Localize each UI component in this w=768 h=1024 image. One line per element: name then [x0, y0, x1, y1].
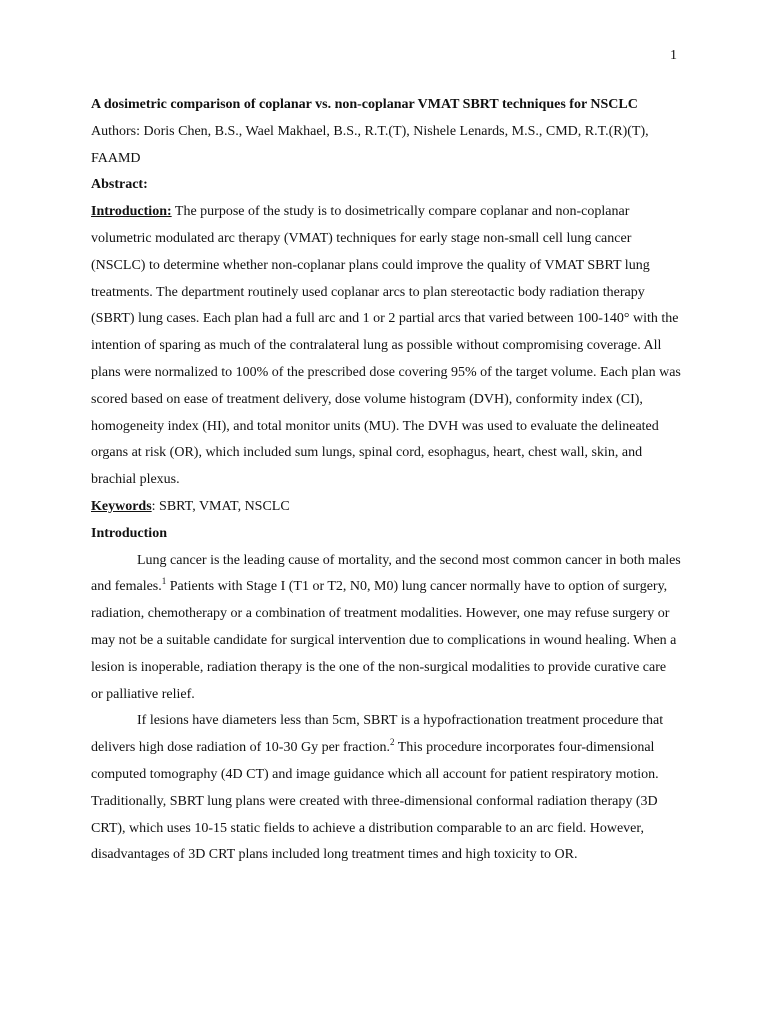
introduction-heading: Introduction — [91, 525, 167, 541]
para1-text-a: Lung cancer is the leading cause of mortality, and the second most common cancer in both males and females. — [91, 552, 681, 595]
document-body — [91, 92, 681, 869]
para2-text-a: If lesions have diameters less than 5cm, SBRT is a hypofractionation treatment procedure that delivers high dose radiation of 10-30 Gy per fraction. — [91, 713, 664, 756]
introduction-paragraph-1 — [91, 548, 681, 709]
keywords-label: Keywords — [91, 498, 152, 514]
abstract-intro-label: Introduction: — [91, 204, 172, 220]
para2-text-b: This procedure incorporates four-dimensional computed tomography (4D CT) and image guidance which all account for patient respiratory motion. Traditionally, SBRT lung plans were created with three-dimensional conformal radiation therapy (3D CRT), which uses 10-15 static fields to achieve a distribution comparable to an arc field. However, disadvantages of 3D CRT plans included long treatment times and high toxicity to OR. — [91, 740, 659, 863]
abstract-introduction — [91, 199, 681, 494]
page-number: 1 — [670, 48, 677, 63]
paper-title: A dosimetric comparison of coplanar vs. non-coplanar VMAT SBRT techniques for NSCLC — [91, 97, 638, 112]
keywords-text: : SBRT, VMAT, NSCLC — [151, 498, 290, 514]
keywords-line — [91, 494, 681, 521]
introduction-paragraph-2 — [91, 708, 681, 869]
abstract-heading: Abstract: — [91, 177, 148, 193]
abstract-intro-text: The purpose of the study is to dosimetrically compare coplanar and non-coplanar volumetric modulated arc therapy (VMAT) techniques for early stage non-small cell lung cancer (NSCLC) to determine whether non-coplanar plans could improve the quality of VMAT SBRT lung treatments. The department routinely used coplanar arcs to plan stereotactic body radiation therapy (SBRT) lung cases. Each plan had a full arc and 1 or 2 partial arcs that varied between 100-140° with the intention of sparing as much of the contralateral lung as possible without compromising coverage. All plans were normalized to 100% of the prescribed dose covering 95% of the target volume. Each plan was scored based on ease of treatment delivery, dose volume histogram (DVH), conformity index (CI), homogeneity index (HI), and total monitor units (MU). The DVH was used to evaluate the delineated organs at risk (OR), which included sum lungs, spinal cord, esophagus, heart, chest wall, skin, and brachial plexus. — [91, 204, 681, 488]
reference-1: 1 — [161, 576, 167, 587]
para1-text-b: Patients with Stage I (T1 or T2, N0, M0) lung cancer normally have to option of surgery, radiation, chemotherapy or a combination of treatment modalities. However, one may refuse surgery or may not be a suitable candidate for surgical intervention due to complications in wound healing. When a lesion is inoperable, radiation therapy is the one of the non-surgical modalities to provide curative care or palliative relief. — [91, 579, 677, 702]
author-list: Authors: Doris Chen, B.S., Wael Makhael, B.S., R.T.(T), Nishele Lenards, M.S., CMD, R.T.(R)(T), FAAMD — [91, 123, 649, 166]
reference-2: 2 — [389, 737, 395, 748]
